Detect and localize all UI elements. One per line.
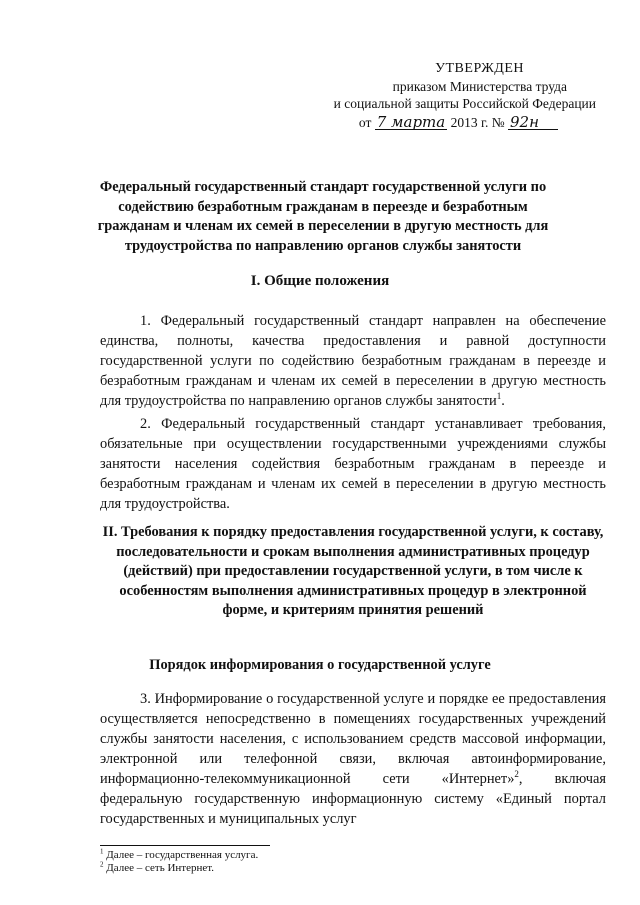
- date-prefix: от: [358, 114, 372, 130]
- handwritten-date: 7 марта: [376, 112, 446, 131]
- approval-order-line: приказом Министерства труда: [392, 78, 567, 94]
- footnote-1-mark: 1: [100, 847, 104, 856]
- footnote-2: [100, 862, 258, 875]
- approval-ministry-line: и социальной защиты Российской Федерации: [333, 96, 596, 111]
- paragraph-1: [100, 311, 606, 411]
- footnote-divider: [100, 845, 270, 846]
- footnote-2-mark: 2: [100, 860, 104, 869]
- section-2-heading: II. Требования к порядку предоставления государственной услуги, к составу, последовательности и срокам выполнения административных процедур (действий) при предоставлении государственной услуги, в том числе к особенностям выполнения административных процедур в электронной форме, и критериям принятия решений: [102, 524, 604, 618]
- approval-block: [326, 60, 596, 131]
- paragraph-1-text: 1. Федеральный государственный стандарт направлен на обеспечение единства, полноты, качества предоставления и равной доступности государственной услуги по содействию безработным гражданам в переезде и безработным гражданам и членам их семей в переселении в другую местность для трудоустройства по направлению органов службы занятости: [100, 313, 606, 409]
- footnote-ref-2: 2: [514, 769, 519, 780]
- year-text: 2013 г. №: [450, 114, 505, 130]
- paragraph-3-text-a: 3. Информирование о государственной услуге и порядке ее предоставления осуществляется непосредственно в помещениях государственных учреждений службы занятости населения, с использованием средств массовой информации, электронной или телефонной связи, включая автоинформирование, информационно-телекоммуникационной сети «Интернет»: [100, 691, 606, 787]
- paragraph-2-text: 2. Федеральный государственный стандарт устанавливает требования, обязательные при осуществлении государственными учреждениями службы занятости населения содействия безработным гражданам в переезде и безработным гражданам и членам их семей в переселении в другую местность для трудоустройства.: [100, 416, 606, 512]
- section-1-heading: I. Общие положения: [250, 273, 390, 289]
- document-title: Федеральный государственный стандарт государственной услуги по содействию безработным гражданам в переезде и безработным гражданам и членам их семей в переселении в другую местность для трудоустройства по направлению органов службы занятости: [97, 179, 549, 254]
- footnote-1: [100, 849, 258, 862]
- paragraph-3: [100, 689, 606, 829]
- footnote-2-text: Далее – сеть Интернет.: [106, 862, 214, 874]
- handwritten-number: 92н: [508, 115, 558, 130]
- subsection-heading: Порядок информирования о государственной услуге: [149, 657, 491, 673]
- approval-title: УТВЕРЖДЕН: [435, 61, 524, 76]
- approval-date-line: [326, 114, 596, 132]
- footnotes: [100, 849, 258, 875]
- paragraph-3-text-b: , включая федеральную государственную информационную систему «Единый портал государственных и муниципальных услуг: [100, 771, 606, 827]
- paragraph-2: [100, 414, 606, 514]
- footnote-ref-1: 1: [496, 391, 502, 402]
- paragraph-1-end: .: [501, 393, 505, 409]
- footnote-1-text: Далее – государственная услуга.: [106, 849, 259, 861]
